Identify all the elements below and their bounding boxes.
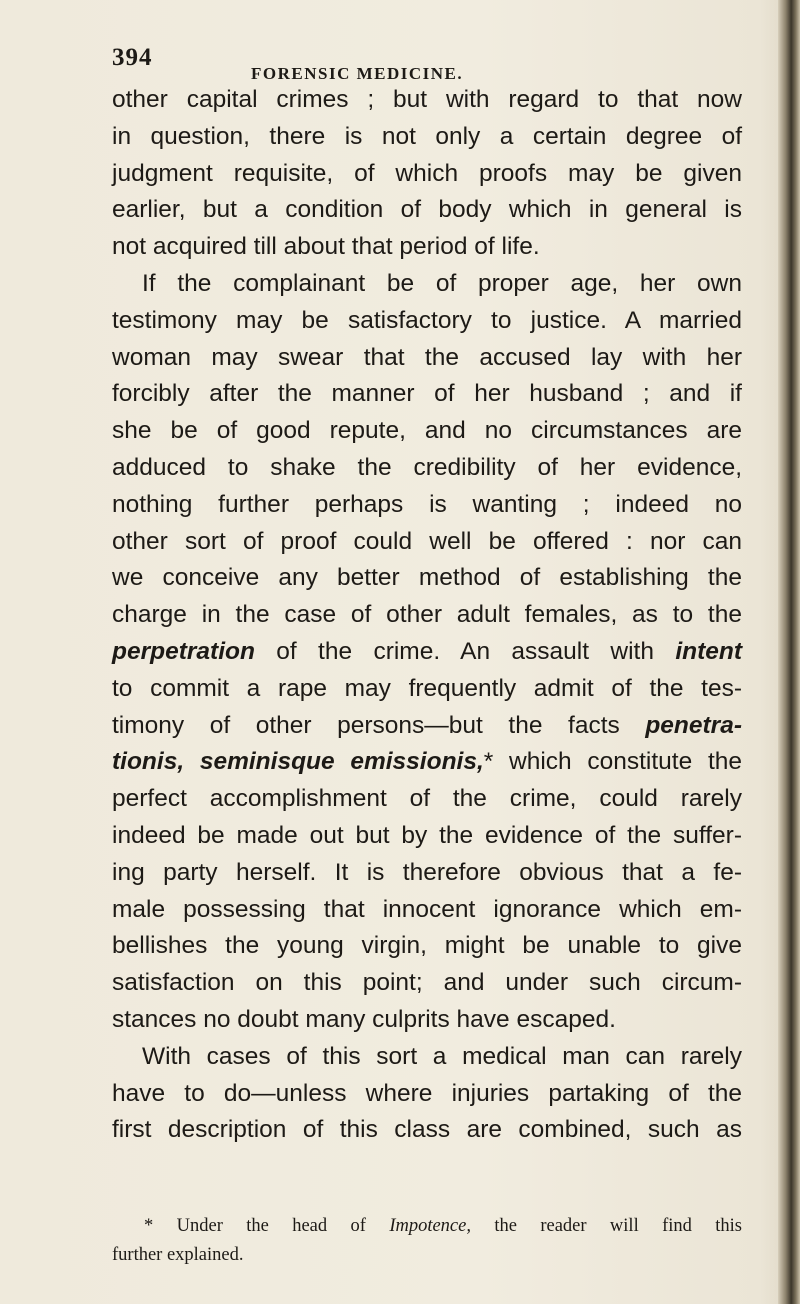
text-span: * which constitute the — [483, 748, 742, 776]
text-line: With cases of this sort a medical man can rarely — [142, 1042, 742, 1070]
text-line: in question, there is not only a certain degree of — [112, 122, 742, 150]
text-line: woman may swear that the accused lay with her — [112, 343, 742, 371]
footnote-line — [112, 1212, 742, 1241]
text-line: stances no doubt many culprits have escaped. — [112, 1005, 616, 1033]
text-line — [112, 744, 742, 781]
text-line: perfect accomplishment of the crime, could rarely — [112, 785, 742, 813]
text-span: the reader will find this — [470, 1216, 742, 1236]
text-line: we conceive any better method of establishing the — [112, 564, 742, 592]
text-line — [112, 634, 742, 671]
text-span: timony of other persons—but the facts — [112, 711, 646, 739]
text-line: male possessing that innocent ignorance which em- — [112, 895, 742, 923]
text-line: ing party herself. It is therefore obvious that a fe- — [112, 858, 742, 886]
footnote — [112, 1212, 742, 1270]
text-line: If the complainant be of proper age, her own — [142, 269, 742, 297]
text-line: charge in the case of other adult females, as to the — [112, 601, 742, 629]
text-line: indeed be made out but by the evidence of the suffer- — [112, 821, 742, 849]
binding-gutter — [778, 0, 800, 1304]
body-text — [112, 82, 742, 1149]
italic-term: tionis, seminisque emissionis, — [112, 748, 484, 776]
text-line: not acquired till about that period of life. — [112, 233, 540, 261]
page-number: 394 — [112, 44, 153, 71]
text-line: judgment requisite, of which proofs may be given — [112, 159, 742, 187]
text-line: other sort of proof could well be offered : nor can — [112, 527, 742, 555]
text-line: other capital crimes ; but with regard to that now — [112, 86, 742, 113]
italic-term: Impotence, — [389, 1216, 471, 1236]
text-line: testimony may be satisfactory to justice. A married — [112, 306, 742, 334]
text-line: have to do—unless where injuries partaking of the — [112, 1079, 742, 1107]
text-line — [112, 708, 742, 745]
text-span: * Under the head of — [144, 1216, 390, 1236]
italic-term: intent — [675, 637, 742, 665]
text-span: of the crime. An assault with — [254, 637, 676, 665]
text-line: forcibly after the manner of her husband ; and if — [112, 380, 742, 408]
text-line: earlier, but a condition of body which in general is — [112, 196, 742, 224]
footnote-line: further explained. — [112, 1245, 244, 1265]
italic-term: perpetration — [112, 637, 255, 665]
italic-term: penetra- — [645, 711, 742, 739]
text-line: nothing further perhaps is wanting ; indeed no — [112, 490, 742, 518]
text-line: to commit a rape may frequently admit of the tes- — [112, 674, 742, 702]
text-line: adduced to shake the credibility of her evidence, — [112, 453, 742, 481]
text-line: she be of good repute, and no circumstances are — [112, 417, 742, 445]
text-line: bellishes the young virgin, might be unable to give — [112, 932, 742, 960]
text-line: satisfaction on this point; and under such circum- — [112, 969, 742, 997]
text-line: first description of this class are combined, such as — [112, 1116, 742, 1144]
running-head: FORENSIC MEDICINE. — [251, 64, 464, 83]
